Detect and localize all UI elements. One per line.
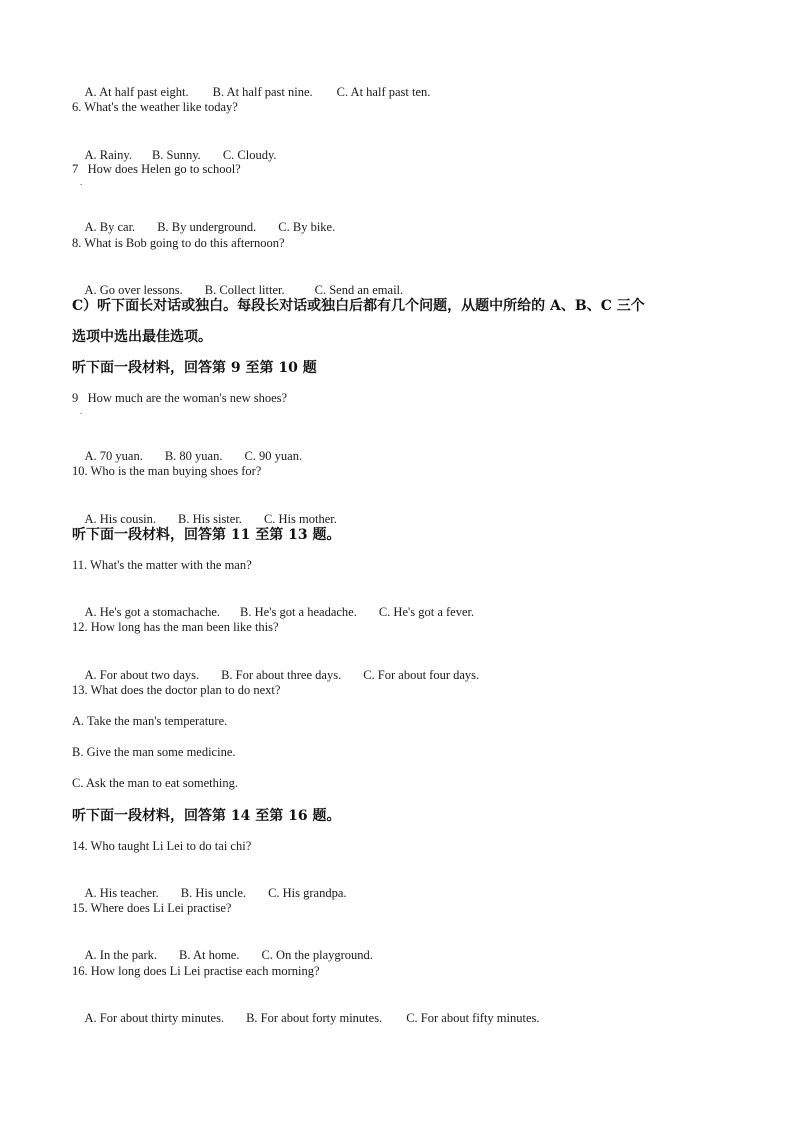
q12-question: 12. How long has the man been like this? [72, 620, 279, 634]
section-c-heading-line1: C）听下面长对话或独白。每段长对话或独白后都有几个问题，从题中所给的 A、B、C 三个 [72, 298, 645, 314]
q10-option-b: B. His sister. [178, 512, 242, 526]
q6-option-c: C. Cloudy. [222, 148, 277, 162]
q7-question: 7 How does Helen go to school? [72, 162, 241, 176]
q9-option-a: A. 70 yuan. [84, 449, 143, 463]
group-14-16-heading: 听下面一段材料，回答第 14 至第 16 题。 [72, 808, 341, 824]
q15-option-c: C. On the playground. [261, 948, 373, 962]
q16-question: 16. How long does Li Lei practise each morning? [72, 964, 320, 978]
q15-option-a: A. In the park. [84, 948, 158, 962]
q13-option-c: C. Ask the man to eat something. [72, 776, 238, 790]
q14-question: 14. Who taught Li Lei to do tai chi? [72, 839, 252, 853]
q5-option-a: A. At half past eight. [84, 85, 189, 99]
q5-option-b: B. At half past nine. [212, 85, 313, 99]
group-9-10-heading: 听下面一段材料，回答第 9 至第 10 题 [72, 360, 317, 376]
q7-option-a: A. By car. [84, 220, 136, 234]
group-11-13-heading: 听下面一段材料，回答第 11 至第 13 题。 [72, 527, 341, 543]
q11-option-c: C. He's got a fever. [378, 605, 475, 619]
q13-option-b: B. Give the man some medicine. [72, 745, 236, 759]
q9-question: 9 How much are the woman's new shoes? [72, 391, 288, 405]
q11-question: 11. What's the matter with the man? [72, 558, 252, 572]
q6-question: 6. What's the weather like today? [72, 100, 238, 114]
q14-option-c: C. His grandpa. [268, 886, 347, 900]
q10-option-c: C. His mother. [263, 512, 337, 526]
q9-option-b: B. 80 yuan. [164, 449, 223, 463]
q16-options [72, 994, 540, 1042]
q5-option-c: C. At half past ten. [336, 85, 431, 99]
q9-dot-mark: . [80, 406, 83, 416]
q8-option-a: A. Go over lessons. [84, 283, 183, 297]
q8-question: 8. What is Bob going to do this afternoon? [72, 236, 285, 250]
q7-dot-mark: . [80, 177, 83, 187]
q10-question: 10. Who is the man buying shoes for? [72, 464, 262, 478]
q16-option-b: B. For about forty minutes. [246, 1011, 383, 1025]
q14-option-b: B. His uncle. [180, 886, 247, 900]
q12-option-c: C. For about four days. [363, 668, 480, 682]
q16-option-a: A. For about thirty minutes. [84, 1011, 225, 1025]
q7-option-c: C. By bike. [278, 220, 336, 234]
q14-option-a: A. His teacher. [84, 886, 159, 900]
q11-option-b: B. He's got a headache. [240, 605, 357, 619]
q10-option-a: A. His cousin. [84, 512, 157, 526]
q12-option-b: B. For about three days. [221, 668, 342, 682]
q6-option-a: A. Rainy. [84, 148, 132, 162]
q13-option-a: A. Take the man's temperature. [72, 714, 228, 728]
q11-option-a: A. He's got a stomachache. [84, 605, 221, 619]
q15-option-b: B. At home. [179, 948, 240, 962]
q9-option-c: C. 90 yuan. [244, 449, 303, 463]
q8-option-b: B. Collect litter. [204, 283, 285, 297]
q8-option-c: C. Send an email. [314, 283, 404, 297]
section-c-heading-line2: 选项中选出最佳选项。 [72, 329, 212, 345]
q6-option-b: B. Sunny. [151, 148, 201, 162]
q13-question: 13. What does the doctor plan to do next? [72, 683, 281, 697]
q15-question: 15. Where does Li Lei practise? [72, 901, 232, 915]
q12-option-a: A. For about two days. [84, 668, 200, 682]
q16-option-c: C. For about fifty minutes. [406, 1011, 540, 1025]
q7-option-b: B. By underground. [157, 220, 257, 234]
